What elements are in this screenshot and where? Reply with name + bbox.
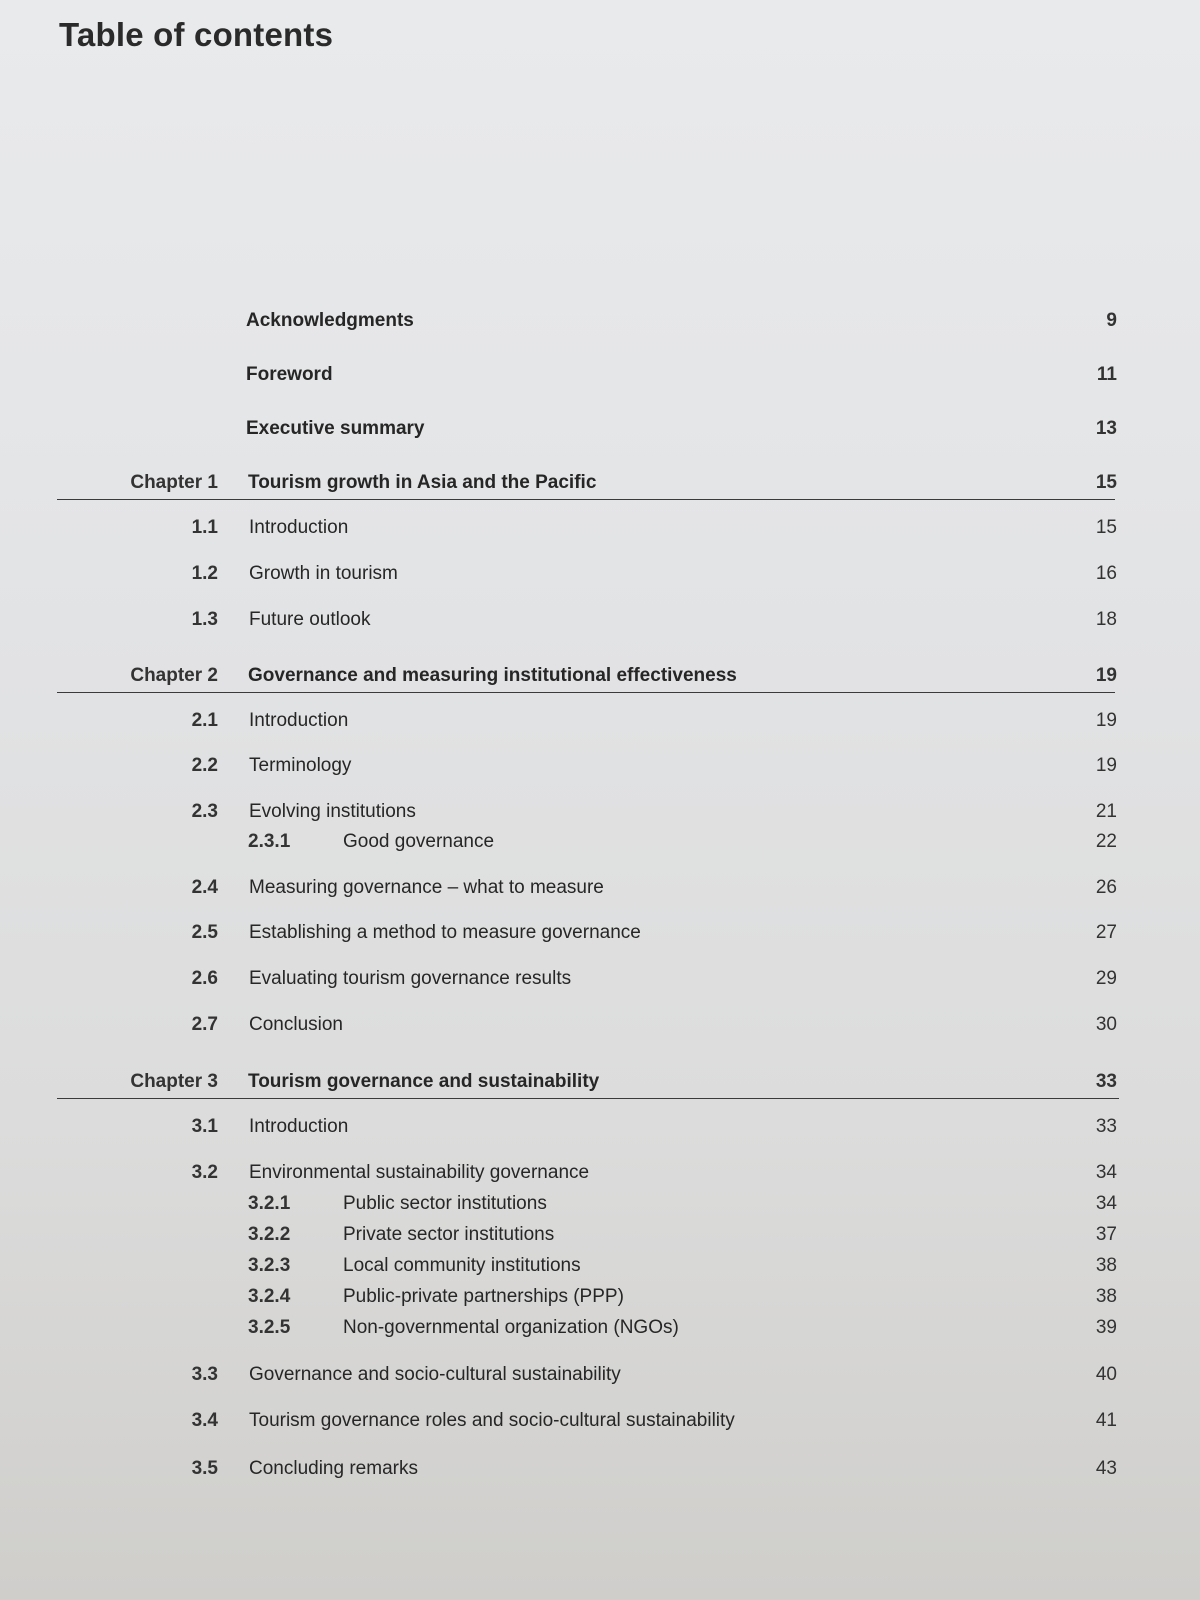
entry-title: Governance and socio-cultural sustainability: [249, 1364, 621, 1385]
toc-section-row: [0, 964, 1200, 994]
page-number: 34: [1095, 1162, 1117, 1183]
page-number: 38: [1095, 1255, 1117, 1276]
page-number: 22: [1095, 831, 1117, 852]
section-number: 3.1: [191, 1116, 218, 1137]
toc-chapter-row: [0, 468, 1200, 498]
toc-section-row: [0, 751, 1200, 781]
page-number: 33: [1095, 1116, 1117, 1137]
entry-title: Public sector institutions: [343, 1193, 547, 1214]
section-number: 3.2: [191, 1162, 218, 1183]
section-number: 3.2.5: [248, 1317, 291, 1338]
section-number: 3.5: [191, 1458, 218, 1479]
page-number: 19: [1095, 665, 1117, 686]
section-number: 2.2: [191, 755, 218, 776]
entry-title: Executive summary: [246, 418, 425, 439]
section-number: 1.2: [191, 563, 218, 584]
entry-title: Measuring governance – what to measure: [249, 877, 604, 898]
toc-section-row: [0, 1010, 1200, 1040]
page-title: Table of contents: [59, 16, 334, 53]
toc-section-row: [0, 706, 1200, 736]
section-number: 2.7: [191, 1014, 218, 1035]
page-number: 15: [1095, 472, 1117, 493]
entry-title: Conclusion: [249, 1014, 343, 1035]
entry-title: Private sector institutions: [343, 1224, 555, 1245]
entry-title: Growth in tourism: [249, 563, 398, 584]
entry-title: Tourism governance and sustainability: [248, 1071, 600, 1092]
page-number: 15: [1095, 517, 1117, 538]
page-number: 21: [1095, 801, 1117, 822]
entry-title: Establishing a method to measure governance: [249, 922, 641, 943]
entry-title: Local community institutions: [343, 1255, 581, 1276]
entry-title: Environmental sustainability governance: [249, 1162, 590, 1183]
section-number: 2.3.1: [248, 831, 291, 852]
section-number: 2.5: [191, 922, 218, 943]
entry-title: Introduction: [249, 1116, 349, 1137]
toc-section-row: [0, 873, 1200, 903]
section-number: 3.3: [191, 1364, 218, 1385]
entry-title: Governance and measuring institutional effectiveness: [248, 665, 737, 686]
entry-title: Tourism growth in Asia and the Pacific: [248, 472, 597, 493]
toc-subsection-row: [0, 827, 1200, 857]
entry-title: Introduction: [249, 710, 349, 731]
page-number: 19: [1095, 755, 1117, 776]
section-number: 1.3: [191, 609, 218, 630]
page-number: 34: [1095, 1193, 1117, 1214]
chapter-divider: [57, 499, 1115, 500]
toc-section-row: [0, 1454, 1200, 1484]
toc-section-row: [0, 918, 1200, 948]
toc-front-row: [0, 414, 1200, 444]
page-number: 19: [1095, 710, 1117, 731]
page-number: 18: [1095, 609, 1117, 630]
entry-title: Public-private partnerships (PPP): [343, 1286, 624, 1307]
toc-front-row: [0, 306, 1200, 336]
chapter-number: Chapter 2: [130, 665, 218, 686]
chapter-number: Chapter 1: [130, 472, 218, 493]
entry-title: Concluding remarks: [249, 1458, 418, 1479]
toc-chapter-row: [0, 1067, 1200, 1097]
toc-section-row: [0, 797, 1200, 827]
page-number: 43: [1095, 1458, 1117, 1479]
page-number: 33: [1095, 1071, 1117, 1092]
toc-section-row: [0, 559, 1200, 589]
page-number: 9: [1106, 310, 1117, 331]
section-number: 3.2.4: [248, 1286, 291, 1307]
section-number: 3.2.3: [248, 1255, 291, 1276]
entry-title: Tourism governance roles and socio-cultural sustainability: [249, 1410, 735, 1431]
entry-title: Acknowledgments: [246, 310, 414, 331]
page-number: 37: [1095, 1224, 1117, 1245]
entry-title: Good governance: [343, 831, 495, 852]
toc-section-row: [0, 605, 1200, 635]
toc-subsection-row: [0, 1220, 1200, 1250]
entry-title: Evolving institutions: [249, 801, 416, 822]
entry-title: Foreword: [246, 364, 333, 385]
page-number: 41: [1095, 1410, 1117, 1431]
toc-chapter-row: [0, 661, 1200, 691]
chapter-divider: [57, 692, 1115, 693]
page-number: 16: [1095, 563, 1117, 584]
toc-section-row: [0, 1158, 1200, 1188]
page-number: 39: [1095, 1317, 1117, 1338]
toc-front-row: [0, 360, 1200, 390]
toc-section-row: [0, 1406, 1200, 1436]
page-number: 11: [1096, 364, 1117, 385]
chapter-divider: [57, 1098, 1119, 1099]
section-number: 2.3: [191, 801, 218, 822]
toc-section-row: [0, 1360, 1200, 1390]
section-number: 2.1: [191, 710, 218, 731]
entry-title: Evaluating tourism governance results: [249, 968, 572, 989]
toc-section-row: [0, 513, 1200, 543]
section-number: 2.4: [191, 877, 218, 898]
page-number: 13: [1095, 418, 1117, 439]
toc-subsection-row: [0, 1251, 1200, 1281]
page-number: 27: [1095, 922, 1117, 943]
section-number: 3.4: [191, 1410, 218, 1431]
section-number: 2.6: [191, 968, 218, 989]
section-number: 1.1: [191, 517, 218, 538]
entry-title: Introduction: [249, 517, 349, 538]
chapter-number: Chapter 3: [130, 1071, 218, 1092]
page-number: 29: [1095, 968, 1117, 989]
section-number: 3.2.2: [248, 1224, 291, 1245]
page-number: 26: [1095, 877, 1117, 898]
entry-title: Future outlook: [249, 609, 371, 630]
toc-subsection-row: [0, 1313, 1200, 1343]
section-number: 3.2.1: [248, 1193, 291, 1214]
toc-section-row: [0, 1112, 1200, 1142]
entry-title: Terminology: [249, 755, 352, 776]
toc-subsection-row: [0, 1189, 1200, 1219]
toc-subsection-row: [0, 1282, 1200, 1312]
page-number: 40: [1095, 1364, 1117, 1385]
page-number: 30: [1095, 1014, 1117, 1035]
entry-title: Non-governmental organization (NGOs): [343, 1317, 679, 1338]
page-number: 38: [1095, 1286, 1117, 1307]
